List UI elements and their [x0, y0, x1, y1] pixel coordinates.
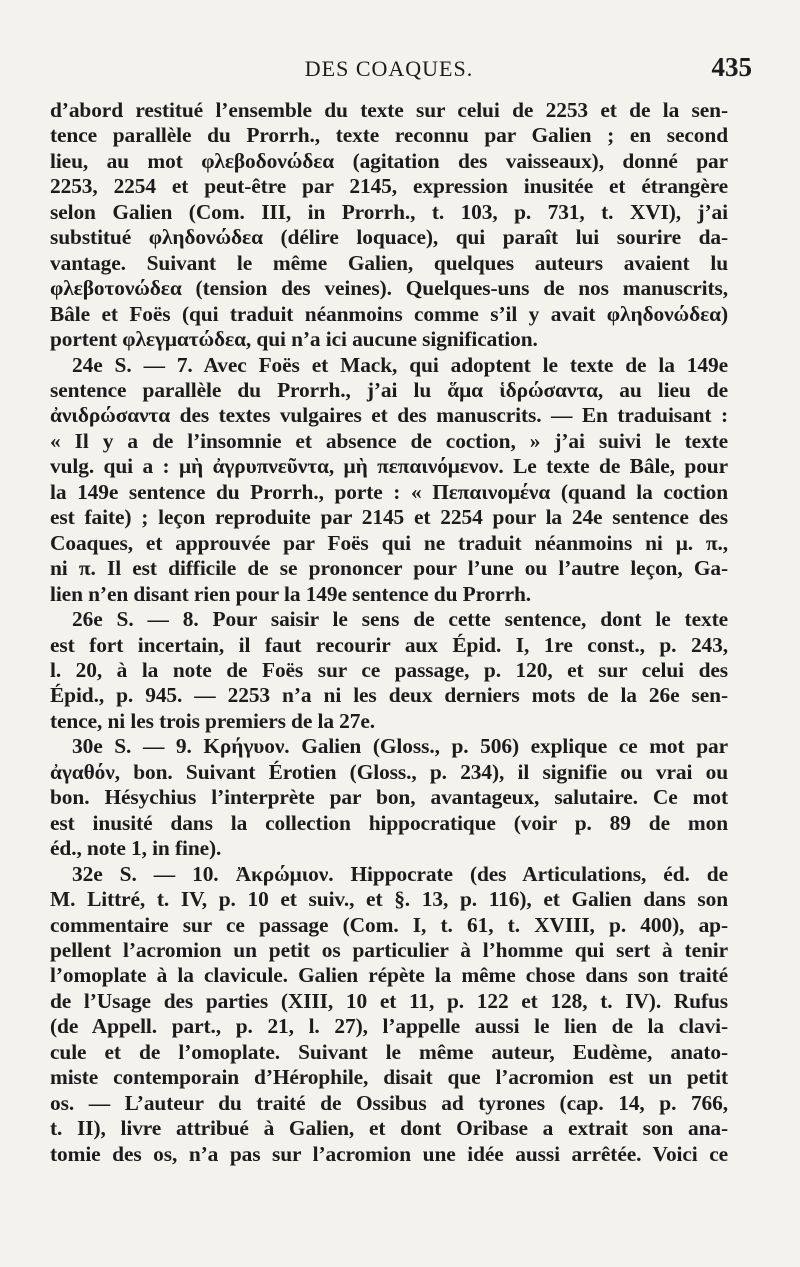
text-line: est inusité dans la collection hippocratique (voir p. 89 de mon — [50, 810, 728, 835]
text-line: os. — L’auteur du traité de Ossibus ad tyrones (cap. 14, p. 766, — [50, 1090, 728, 1115]
text-line: Coaques, et approuvée par Foës qui ne traduit néanmoins ni μ. π., — [50, 530, 728, 555]
text-line: pellent l’acromion un petit os particulier à l’homme qui sert à tenir — [50, 937, 728, 962]
text-line: vulg. qui a : μὴ ἀγρυπνεῦντα, μὴ πεπαινόμενον. Le texte de Bâle, pour — [50, 454, 728, 479]
text-line: tence parallèle du Prorrh., texte reconnu par Galien ; en second — [50, 123, 728, 148]
text-line: ἀγαθόν, bon. Suivant Érotien (Gloss., p. 234), il signifie ou vrai ou — [50, 759, 728, 784]
text-line: tence, ni les trois premiers de la 27e. — [50, 708, 376, 733]
text-line: portent φλεγματώδεα, qui n’a ici aucune signification. — [50, 327, 538, 352]
text-line: substitué φληδονώδεα (délire loquace), qui paraît lui sourire da- — [50, 225, 728, 250]
text-line: M. Littré, t. IV, p. 10 et suiv., et §. 13, p. 116), et Galien dans son — [50, 887, 728, 912]
text-line: φλεβοτονώδεα (tension des veines). Quelques-uns de nos manuscrits, — [50, 276, 728, 301]
text-line: Épid., p. 945. — 2253 n’a ni les deux derniers mots de la 26e sen- — [50, 683, 728, 708]
text-line: est fort incertain, il faut recourir aux Épid. I, 1re const., p. 243, — [50, 632, 728, 657]
text-line: miste contemporain d’Hérophile, disait que l’acromion est un petit — [50, 1065, 728, 1090]
text-line: sentence parallèle du Prorrh., j’ai lu ἅμα ἱδρώσαντα, au lieu de — [50, 377, 728, 402]
text-line: lieu, au mot φλεβοδονώδεα (agitation des vaisseaux), donné par — [50, 148, 728, 173]
text-line: lien n’en disant rien pour la 149e sentence du Prorrh. — [50, 581, 532, 606]
running-title: DES COAQUES. — [304, 56, 474, 81]
text-line: t. II), livre attribué à Galien, et dont Oribase a extrait son ana- — [50, 1116, 728, 1141]
text-line: 2253, 2254 et peut-être par 2145, expression inusitée et étrangère — [50, 174, 728, 199]
body-text — [50, 98, 728, 1167]
text-line: éd., note 1, in fine). — [50, 836, 222, 861]
text-line: 24e S. — 7. Avec Foës et Mack, qui adoptent le texte de la 149e — [72, 352, 728, 377]
text-line: selon Galien (Com. III, in Prorrh., t. 103, p. 731, t. XVI), j’ai — [50, 199, 728, 224]
running-head — [50, 52, 752, 98]
text-line: vantage. Suivant le même Galien, quelques auteurs avaient lu — [50, 250, 728, 275]
text-line: Bâle et Foës (qui traduit néanmoins comme s’il y avait φληδονώδεα) — [50, 301, 728, 326]
text-line: l. 20, à la note de Foës sur ce passage, p. 120, et sur celui des — [50, 657, 728, 682]
text-line: (de Appell. part., p. 21, l. 27), l’appelle aussi le lien de la clavi- — [50, 1014, 728, 1039]
text-line: 32e S. — 10. Ἀκρώμιον. Hippocrate (des Articulations, éd. de — [72, 861, 728, 886]
text-line: commentaire sur ce passage (Com. I, t. 61, t. XVIII, p. 400), ap- — [50, 912, 728, 937]
text-line: ἀνιδρώσαντα des textes vulgaires et des manuscrits. — En traduisant : — [50, 403, 728, 428]
text-line: d’abord restitué l’ensemble du texte sur celui de 2253 et de la sen- — [50, 98, 728, 122]
text-line: la 149e sentence du Prorrh., porte : « Πεπαινομένα (quand la coction — [50, 479, 728, 504]
text-line: tomie des os, n’a pas sur l’acromion une idée aussi arrêtée. Voici ce — [50, 1141, 728, 1166]
text-line: bon. Hésychius l’interprète par bon, avantageux, salutaire. Ce mot — [50, 785, 728, 810]
text-line: l’omoplate à la clavicule. Galien répète la même chose dans son traité — [50, 963, 728, 988]
text-line: « Il y a de l’insomnie et absence de coction, » j’ai suivi le texte — [50, 428, 728, 453]
text-line: 26e S. — 8. Pour saisir le sens de cette sentence, dont le texte — [72, 607, 728, 632]
text-line: 30e S. — 9. Κρήγυον. Galien (Gloss., p. 506) explique ce mot par — [72, 734, 728, 759]
text-line: de l’Usage des parties (XIII, 10 et 11, p. 122 et 128, t. IV). Rufus — [50, 988, 728, 1013]
text-line: est faite) ; leçon reproduite par 2145 et 2254 pour la 24e sentence des — [50, 505, 728, 530]
text-line: ni π. Il est difficile de se prononcer pour l’une ou l’autre leçon, Ga- — [50, 556, 728, 581]
page-number: 435 — [711, 52, 752, 82]
text-line: cule et de l’omoplate. Suivant le même auteur, Eudème, anato- — [50, 1039, 728, 1064]
